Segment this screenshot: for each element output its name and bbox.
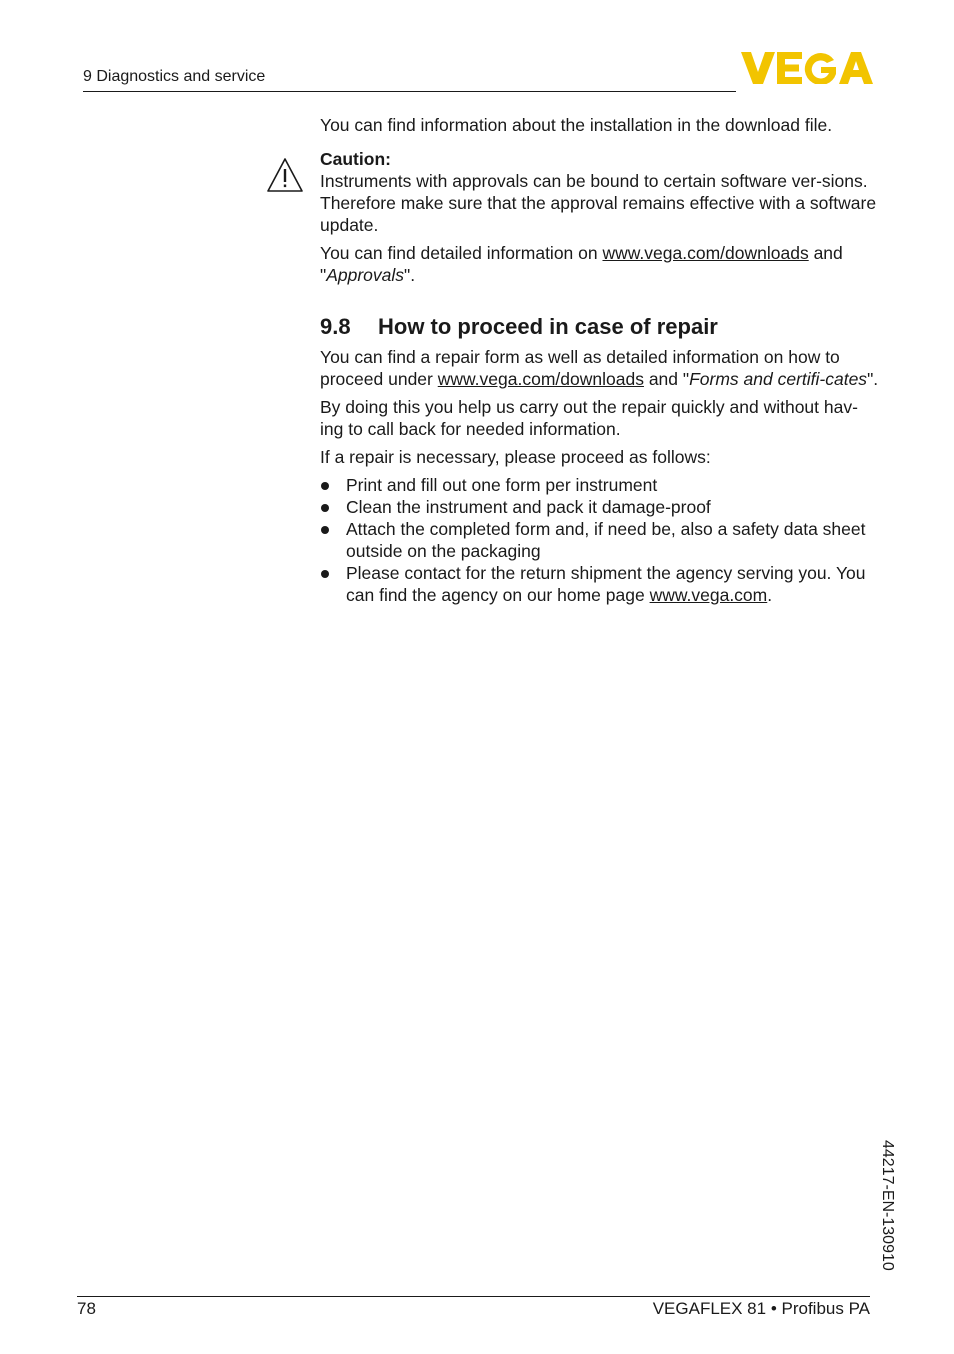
- steps-intro: If a repair is necessary, please proceed as follows:: [320, 447, 711, 467]
- list-item: Attach the completed form and, if need be, also a safety data sheet outside on the packaging: [320, 518, 880, 562]
- vega-logo: [741, 52, 873, 84]
- section-heading: [320, 314, 880, 340]
- footer-rule: [77, 1296, 870, 1297]
- footer-product-name: VEGAFLEX 81 • Profibus PA: [652, 1299, 870, 1318]
- list-item: Clean the instrument and pack it damage-proof: [320, 496, 880, 518]
- detail-prefix: You can find detailed information on: [320, 243, 603, 263]
- downloads-link[interactable]: www.vega.com/downloads: [602, 243, 809, 263]
- section-number: 9.8: [320, 314, 351, 339]
- repair-downloads-link[interactable]: www.vega.com/downloads: [437, 369, 644, 389]
- installation-info-text: You can find information about the installation in the download file.: [320, 115, 833, 135]
- detail-info-paragraph: [320, 242, 880, 286]
- list-item: [320, 562, 880, 606]
- section-title: How to proceed in case of repair: [378, 314, 718, 339]
- main-content: [320, 114, 880, 606]
- help-paragraph: By doing this you help us carry out the repair quickly and without hav-ing to call back for needed information.: [320, 397, 858, 439]
- homepage-link[interactable]: www.vega.com: [649, 585, 768, 605]
- list-item: Print and fill out one form per instrument: [320, 474, 880, 496]
- caution-text: Instruments with approvals can be bound to certain software ver-sions. Therefore make sure that the approval remains effective with a software update.: [320, 171, 877, 235]
- detail-middle: and ": [320, 243, 843, 285]
- repair-steps-list: [320, 474, 880, 606]
- last-step-suffix: .: [767, 585, 773, 605]
- forms-term: Forms and certifi-cates: [689, 369, 868, 389]
- caution-title: Caution:: [320, 149, 391, 169]
- header-rule: [83, 91, 736, 92]
- repair-prefix: You can find a repair form as well as detailed information on how to proceed under: [320, 347, 840, 389]
- approvals-term: Approvals: [326, 265, 405, 285]
- page-number: 78: [77, 1299, 96, 1318]
- last-step-prefix: Please contact for the return shipment the agency serving you. You can find the agency on our home page: [346, 563, 866, 605]
- warning-triangle-icon: [266, 157, 304, 193]
- repair-middle: and ": [643, 369, 690, 389]
- running-header-section: 9 Diagnostics and service: [83, 68, 266, 85]
- repair-suffix: ".: [867, 369, 879, 389]
- document-code: 44217-EN-130910: [879, 1140, 896, 1271]
- repair-form-paragraph: [320, 346, 880, 390]
- caution-block: [320, 148, 880, 236]
- detail-suffix: ".: [404, 265, 416, 285]
